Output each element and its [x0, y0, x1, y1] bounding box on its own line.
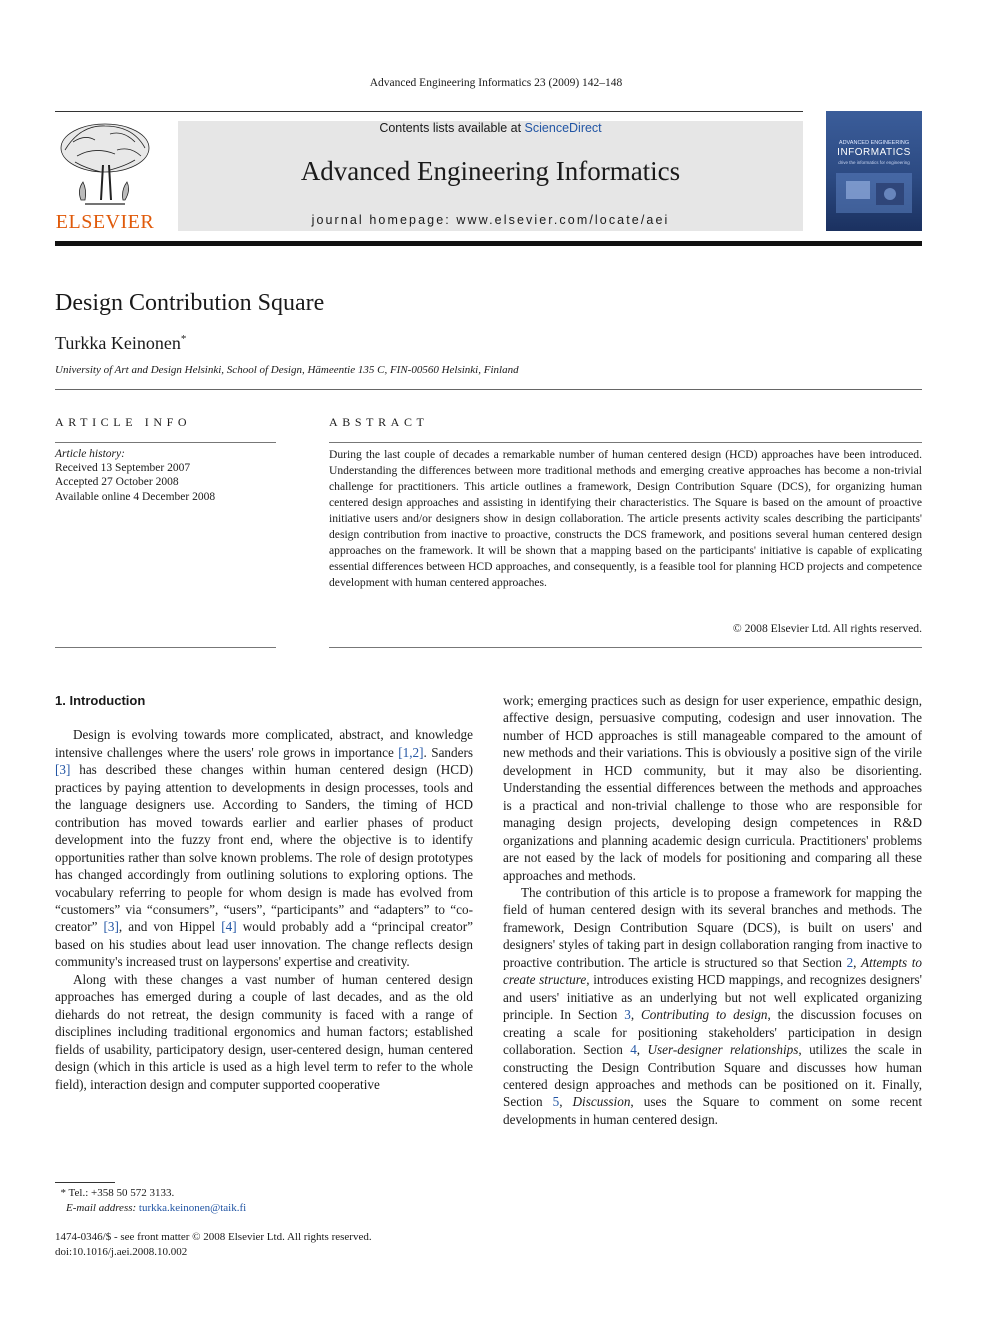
section-link[interactable]: 3: [624, 1007, 631, 1023]
text-run: ,: [559, 1094, 573, 1110]
paragraph: Along with these changes a vast number of human centered design approaches has emerged during a couple of last decades, and as the old diehards do not retreat, the design community is faced with a range of disciplines including traditional ergonomics and human factors; established fields of usability, participatory design, user-centered design, human centered design (which in this article is used as a high level term to refer to the whole field), interaction design and computer supported cooperative: [55, 971, 473, 1092]
footnote-tel-line: [55, 1186, 473, 1201]
journal-cover-image: [826, 111, 922, 231]
text-run: . Sanders: [423, 744, 473, 760]
accepted-date: Accepted 27 October 2008: [55, 476, 179, 489]
section-title: Attempts to create structure: [503, 954, 922, 988]
abstract-heading: ABSTRACT: [329, 415, 429, 429]
text-run: , the discussion focuses on creating a scale for positioning stakeholders' participation in design collaboration. Section: [503, 1007, 922, 1058]
text-run: ,: [853, 954, 862, 970]
footnote-email-line: [55, 1201, 473, 1216]
article-info-rule-bottom: [55, 647, 276, 648]
paragraph: [503, 884, 922, 1128]
affiliation: University of Art and Design Helsinki, School of Design, Hämeentie 135 C, FIN-00560 Helsinki, Finland: [55, 364, 519, 376]
contents-prefix: Contents lists available at: [379, 121, 525, 135]
article-title: Design Contribution Square: [55, 290, 325, 316]
journal-name: Advanced Engineering Informatics: [300, 156, 681, 186]
text-run: Design is evolving towards more complicated, abstract, and knowledge intensive challenges where the users' role grows in importance: [55, 727, 473, 760]
journal-homepage[interactable]: journal homepage: www.elsevier.com/locate/aei: [311, 213, 670, 227]
abstract-rule: [329, 442, 922, 443]
front-matter: [55, 1230, 555, 1259]
email-link[interactable]: turkka.keinonen@taik.fi: [138, 1201, 247, 1214]
footnote: [55, 1186, 473, 1215]
citation-link[interactable]: [3]: [103, 919, 119, 935]
sciencedirect-link[interactable]: ScienceDirect: [524, 121, 602, 135]
affiliation-rule: [55, 389, 922, 390]
received-date: Received 13 September 2007: [55, 462, 191, 475]
section-link[interactable]: 2: [846, 954, 854, 970]
footnote-mark: *: [60, 1187, 66, 1199]
body-column-right: [503, 692, 922, 1128]
cover-line-2: INFORMATICS: [837, 147, 911, 158]
journal-citation: Advanced Engineering Informatics 23 (2009) 142–148: [369, 77, 623, 89]
text-run: would probably add a “principal creator” based on his studies about lead user innovation. The change reflects design community's increased trust on laypersons' expertise and creativity.: [55, 919, 473, 970]
section-heading-introduction: 1. Introduction: [55, 693, 146, 708]
paragraph: work; emerging practices such as design for user experience, empathic design, affective design, persuasive computing, codesign and user innovation. The number of HCD approaches is still manageable compared to the amount of new methods and their variations. This is obviously a positive sign of the virile development in HCD community, but it may also be disorienting. Understanding the essential differences between the methods and approaches is a practical and non-trivial challenge to those who are responsible for managing design projects, developing design competences in R&D organizations and planning academic design curricula. Practitioners' problems are not eased by the lack of models for positioning and comparing all these approaches and methods.: [503, 693, 922, 883]
doi-line[interactable]: doi:10.1016/j.aei.2008.10.002: [55, 1245, 188, 1258]
elsevier-wordmark: ELSEVIER: [55, 211, 155, 233]
text-run: , uses the Square to comment on some recent developments in human centered design.: [503, 1094, 922, 1127]
abstract-rule-bottom: [329, 647, 922, 648]
article-history: [55, 447, 276, 504]
text-run: , and von Hippel: [118, 919, 222, 935]
cover-line-1: ADVANCED ENGINEERING: [838, 140, 910, 146]
text-run: , introduces existing HCD mappings, and recognizes designers' and users' initiative as an underlying but not well explicated organizing principle. In Section: [503, 972, 922, 1023]
body-column-left: [55, 692, 473, 1093]
section-title: Contributing to design: [640, 1007, 768, 1023]
text-run: has described these changes within human centered design (HCD) practices by paying attention to developments in design processes, tools and the language designers use. According to Sanders, the timing of HCD contribution has moved towards earlier and earlier phases of product development into the fuzzy front end, where the objective is to identify opportunities rather than solve known problems. The role of design prototypes has changed accordingly from outlining solutions to exploring options. The vocabulary referring to people for whom design is made has evolved from “customers” via “consumers”, “users”, “participants” and “adapters” to “co-creator”: [55, 762, 473, 935]
section-title: Discussion: [572, 1094, 631, 1110]
author-footnote-mark[interactable]: *: [180, 333, 187, 345]
email-label: E-mail address:: [66, 1201, 137, 1214]
cover-line-3: drive the informatics for engineering: [838, 160, 910, 165]
citation-link[interactable]: [4]: [221, 919, 237, 935]
text-run: , utilizes the scale in constructing the Design Contribution Square and discusses how human centered design approaches and methods can be positioned on it. Finally, Section: [503, 1042, 923, 1110]
author-line: [55, 333, 186, 354]
section-title: User-designer relationships: [647, 1042, 799, 1058]
history-label: Article history:: [55, 448, 125, 460]
paragraph: [55, 726, 473, 970]
footnote-rule: [55, 1182, 115, 1183]
section-link[interactable]: 4: [630, 1042, 637, 1058]
issn-line: 1474-0346/$ - see front matter © 2008 Elsevier Ltd. All rights reserved.: [55, 1231, 372, 1243]
author-name: Turkka Keinonen: [55, 333, 181, 353]
header-rule: [55, 241, 922, 246]
citation-link[interactable]: [3]: [55, 762, 71, 778]
abstract-copyright: © 2008 Elsevier Ltd. All rights reserved.: [732, 622, 922, 635]
abstract-text: During the last couple of decades a remarkable number of human centered design (HCD) approaches have been introduced. Understanding the differences between more traditional methods and emerging creative approaches has become a non-trivial challenge for practitioners. This article outlines a framework, Design Contribution Square (DCS), for organizing human centered design approaches and assisting in identifying their characteristics. The Square is based on the amount of proactive initiative users and/or designers show in design collaboration. The article presents activity scales describing the participants' design contribution from inactive to proactive, constructs the DCS framework, and positions several human centered design approaches on the framework. It will be shown that a mapping based on the participants' initiative is capable of explicating essential differences between HCD approaches, and consequently, is a feasible tool for planning HCD projects and competence development with human centered approaches.: [329, 448, 922, 589]
article-info-rule: [55, 442, 276, 443]
citation-link[interactable]: [1,2]: [398, 744, 424, 760]
contents-line: [178, 121, 803, 135]
top-rule: [55, 111, 803, 112]
article-info-heading: ARTICLE INFO: [55, 415, 192, 429]
footnote-tel: Tel.: +358 50 572 3133.: [66, 1187, 175, 1199]
online-date: Available online 4 December 2008: [55, 490, 216, 503]
text-run: The contribution of this article is to propose a framework for mapping the field of human centered design with its several branches and methods. The framework, Design Contribution Square (DCS), is built on users' and designers' styles of taking part in design collaboration ranging from inactive to proactive contribution. The article is structured so that Section: [503, 884, 922, 970]
text-run: ,: [636, 1042, 648, 1058]
text-run: ,: [630, 1007, 641, 1023]
section-link[interactable]: 5: [552, 1094, 560, 1110]
